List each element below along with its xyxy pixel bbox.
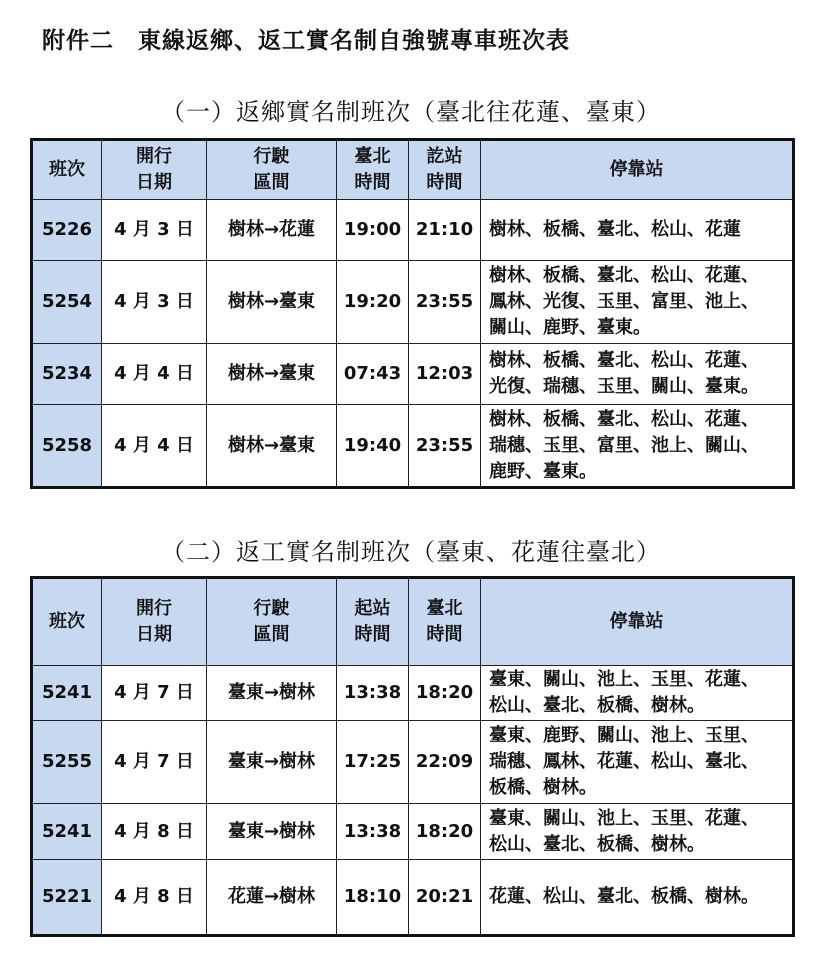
- stops-cell: [481, 721, 794, 804]
- route-cell: 樹林→臺東: [207, 261, 337, 344]
- time-a-cell: 18:10: [337, 860, 409, 936]
- route-cell: 樹林→花蓮: [207, 200, 337, 261]
- header-train: 班次: [32, 140, 102, 200]
- header-time-a-line1: 臺北: [354, 146, 391, 167]
- table-header-row: [32, 140, 794, 200]
- time-a-cell: 19:00: [337, 200, 409, 261]
- header-time-b-line2: 時間: [426, 172, 463, 193]
- stops-line: 樹林、板橋、臺北、松山、花蓮、: [489, 265, 759, 286]
- table-row: [32, 344, 794, 405]
- stops-line: 花蓮、松山、臺北、板橋、樹林。: [489, 886, 759, 907]
- date-cell: 4 月 7 日: [102, 721, 207, 804]
- header-route-line1: 行駛: [253, 598, 290, 619]
- train-number-cell: 5221: [32, 860, 102, 936]
- stops-line: 臺東、鹿野、關山、池上、玉里、: [489, 725, 759, 746]
- stops-cell: [481, 261, 794, 344]
- section-title-return-work: （二）返工實名制班次（臺東、花蓮往臺北）: [161, 538, 661, 566]
- stops-line: 樹林、板橋、臺北、松山、花蓮、: [489, 408, 759, 430]
- stops-line: 樹林、板橋、臺北、松山、花蓮、: [489, 350, 759, 371]
- header-time-b: [409, 578, 481, 666]
- time-b-cell: 21:10: [409, 200, 481, 261]
- table-row: [32, 666, 794, 721]
- table-row: [32, 200, 794, 261]
- time-a-cell: 19:40: [337, 405, 409, 488]
- time-b-cell: 18:20: [409, 804, 481, 860]
- header-time-a: [337, 578, 409, 666]
- header-date: [102, 140, 207, 200]
- stops-cell: [481, 666, 794, 721]
- time-b-cell: 22:09: [409, 721, 481, 804]
- date-cell: 4 月 4 日: [102, 344, 207, 405]
- section-title-return-home: （一）返鄉實名制班次（臺北往花蓮、臺東）: [161, 98, 661, 126]
- train-number-cell: 5254: [32, 261, 102, 344]
- stops-line: 鳳林、光復、玉里、富里、池上、: [489, 291, 759, 312]
- header-route-line2: 區間: [253, 624, 290, 645]
- table-body: [32, 666, 794, 936]
- header-stops: 停靠站: [481, 140, 794, 200]
- route-cell: 臺東→樹林: [207, 804, 337, 860]
- train-number-cell: 5258: [32, 405, 102, 488]
- header-time-b-line1: 臺北: [426, 598, 463, 619]
- stops-line: 樹林、板橋、臺北、松山、花蓮: [489, 219, 741, 240]
- header-train: 班次: [32, 578, 102, 666]
- table-row: [32, 261, 794, 344]
- stops-line: 關山、鹿野、臺東。: [489, 317, 651, 338]
- date-cell: 4 月 8 日: [102, 860, 207, 936]
- table-row: [32, 721, 794, 804]
- header-time-a-line1: 起站: [354, 598, 391, 619]
- header-route: [207, 578, 337, 666]
- stops-line: 松山、臺北、板橋、樹林。: [489, 833, 705, 855]
- header-time-a-line2: 時間: [354, 624, 391, 645]
- schedule-table-return-work: [30, 576, 795, 937]
- table-body: [32, 200, 794, 488]
- header-time-b-line1: 訖站: [426, 146, 463, 167]
- header-date: [102, 578, 207, 666]
- header-stops: 停靠站: [481, 578, 794, 666]
- date-cell: 4 月 3 日: [102, 261, 207, 344]
- date-cell: 4 月 4 日: [102, 405, 207, 488]
- stops-line: 鹿野、臺東。: [489, 460, 597, 482]
- train-number-cell: 5255: [32, 721, 102, 804]
- time-b-cell: 20:21: [409, 860, 481, 936]
- train-number-cell: 5241: [32, 666, 102, 721]
- stops-line: 臺東、關山、池上、玉里、花蓮、: [489, 807, 759, 829]
- time-a-cell: 07:43: [337, 344, 409, 405]
- route-cell: 花蓮→樹林: [207, 860, 337, 936]
- route-cell: 臺東→樹林: [207, 721, 337, 804]
- header-date-line1: 開行: [136, 146, 172, 167]
- header-time-a: [337, 140, 409, 200]
- time-b-cell: 23:55: [409, 405, 481, 488]
- stops-cell: [481, 405, 794, 488]
- time-a-cell: 13:38: [337, 666, 409, 721]
- train-number-cell: 5234: [32, 344, 102, 405]
- table-header-row: [32, 578, 794, 666]
- stops-cell: [481, 860, 794, 936]
- time-b-cell: 12:03: [409, 344, 481, 405]
- time-a-cell: 19:20: [337, 261, 409, 344]
- time-a-cell: 17:25: [337, 721, 409, 804]
- table-row: [32, 405, 794, 488]
- date-cell: 4 月 3 日: [102, 200, 207, 261]
- time-b-cell: 18:20: [409, 666, 481, 721]
- route-cell: 臺東→樹林: [207, 666, 337, 721]
- train-number-cell: 5226: [32, 200, 102, 261]
- header-date-line1: 開行: [136, 598, 172, 619]
- schedule-table-return-home: [30, 138, 795, 489]
- header-route-line2: 區間: [253, 172, 290, 193]
- stops-line: 瑞穗、玉里、富里、池上、關山、: [489, 434, 759, 456]
- header-date-line2: 日期: [136, 172, 172, 193]
- stops-cell: [481, 344, 794, 405]
- time-a-cell: 13:38: [337, 804, 409, 860]
- stops-line: 光復、瑞穗、玉里、關山、臺東。: [489, 376, 759, 397]
- date-cell: 4 月 8 日: [102, 804, 207, 860]
- time-b-cell: 23:55: [409, 261, 481, 344]
- train-number-cell: 5241: [32, 804, 102, 860]
- header-time-b-line2: 時間: [426, 624, 463, 645]
- stops-line: 瑞穗、鳳林、花蓮、松山、臺北、: [489, 751, 759, 772]
- header-time-b: [409, 140, 481, 200]
- stops-line: 板橋、樹林。: [489, 777, 597, 798]
- date-cell: 4 月 7 日: [102, 666, 207, 721]
- header-route-line1: 行駛: [253, 146, 290, 167]
- header-time-a-line2: 時間: [354, 172, 391, 193]
- route-cell: 樹林→臺東: [207, 405, 337, 488]
- header-date-line2: 日期: [136, 624, 172, 645]
- table-row: [32, 860, 794, 936]
- table-row: [32, 804, 794, 860]
- stops-line: 臺東、關山、池上、玉里、花蓮、: [489, 669, 759, 690]
- document-title: 附件二 東線返鄉、返工實名制自強號專車班次表: [42, 28, 570, 54]
- stops-line: 松山、臺北、板橋、樹林。: [489, 695, 705, 716]
- header-route: [207, 140, 337, 200]
- route-cell: 樹林→臺東: [207, 344, 337, 405]
- stops-cell: [481, 804, 794, 860]
- stops-cell: [481, 200, 794, 261]
